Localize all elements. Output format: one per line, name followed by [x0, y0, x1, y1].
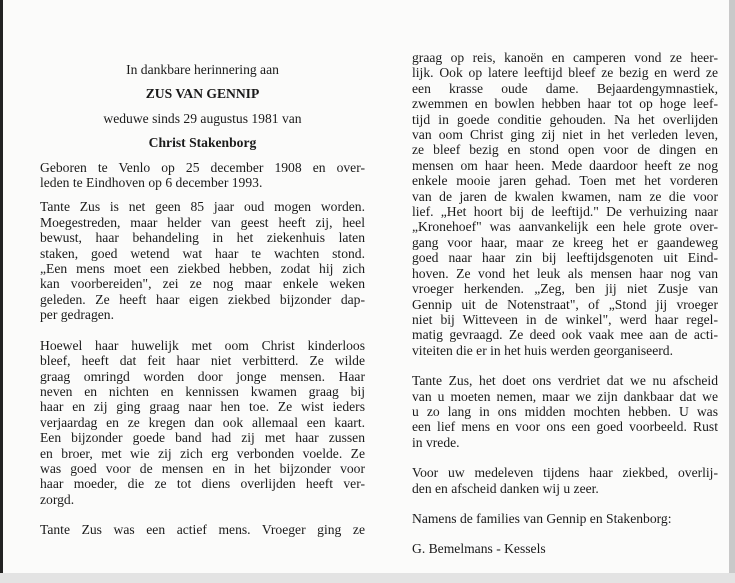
- text-line: viteiten die er in het huis werden georganiseerd.: [412, 342, 673, 358]
- left-column: [40, 62, 365, 538]
- text-line: Gennip uit de Notenstraat", of „Stond jij vroeger: [412, 296, 718, 312]
- text-line: in vrede.: [412, 434, 460, 450]
- signature-line: G. Bemelmans - Kessels: [412, 541, 546, 557]
- text-line: ze bleef bezig en stond open voor de dingen en: [412, 142, 718, 158]
- families-line: Namens de families van Gennip en Stakenborg:: [412, 510, 672, 526]
- text-line: van de jaren de kwalen kwamen, nam ze die voor: [412, 188, 718, 204]
- text-line: was goed voor de mensen en in het bijzonder voor: [40, 460, 365, 476]
- text-line: van oom Christ ging zij niet in het verleden leven,: [412, 127, 718, 143]
- text-line: haar en zij ging graag naar hen toe. Ze wist ieders: [40, 399, 365, 415]
- text-line: Een bijzonder goede band had zij met haar zussen: [40, 430, 365, 446]
- text-line: Tante Zus is net geen 85 jaar oud mogen worden.: [40, 199, 365, 215]
- text-line: hoven. Ze vond het leuk als mensen haar nog van: [412, 265, 718, 281]
- text-line: Voor uw medeleven tijdens haar ziekbed, overlij-: [412, 465, 718, 481]
- paragraph-farewell: [412, 373, 718, 450]
- text-line: zorgd.: [40, 491, 75, 507]
- text-line: zwemmen en bowlen hebben haar tot op hoge leef-: [412, 96, 718, 112]
- text-line: bleef, heeft dat feit haar niet verbitterd. Ze wilde: [40, 353, 365, 369]
- text-line: haar moeder, die ze tot diens overlijden heeft ver-: [40, 476, 365, 492]
- widow-line: weduwe sinds 29 augustus 1981 van: [103, 110, 302, 126]
- text-line: goed naar haar zin bij leeftijdsgenoten uit Eind-: [412, 250, 718, 266]
- text-line: niet bij Witteveen in de winkel", werd haar regel-: [412, 311, 718, 327]
- text-line: u zo lang in ons midden mochten hebben. U was: [412, 403, 718, 419]
- card-right-edge: [729, 0, 735, 583]
- text-line: tijd in goede conditie gehouden. Na het overlijden: [412, 111, 718, 127]
- text-line: per gedragen.: [40, 307, 114, 323]
- paragraph-family: [40, 338, 365, 507]
- text-line: Tante Zus, het doet ons verdriet dat we nu afscheid: [412, 373, 718, 389]
- text-line: gang voor haar, maar ze kreeg het er gaandeweg: [412, 234, 718, 250]
- deceased-name: ZUS VAN GENNIP: [145, 86, 260, 102]
- text-line: vroeger herkenden. „Zeg, ben jij niet Zusje van: [412, 281, 718, 297]
- text-line: staken, goed wetend wat haar te wachten stond.: [40, 245, 365, 261]
- text-line: leden te Eindhoven op 6 december 1993.: [40, 175, 263, 191]
- card-bottom-edge: [0, 573, 735, 583]
- paragraph-thanks: [412, 465, 718, 496]
- text-line: Geboren te Venlo op 25 december 1908 en over-: [40, 159, 365, 175]
- text-line: „Kronehoef" was aanvankelijk een hele grote over-: [412, 219, 718, 235]
- paragraph-active-start: [40, 522, 365, 537]
- text-line: graag omringd worden door jonge mensen. Haar: [40, 368, 365, 384]
- text-line: lijk. Ook op latere leeftijd bleef ze bezig en werd ze: [412, 65, 718, 81]
- text-line: kan voorbereiden", zei ze nog maar enkele weken: [40, 276, 365, 292]
- text-line: enkele mooie jaren gehad. Toen met het vorderen: [412, 173, 718, 189]
- intro-line: In dankbare herinnering aan: [126, 62, 279, 77]
- text-line: matig gevraagd. Ze deed ook vaak mee aan de acti-: [412, 327, 718, 343]
- text-line: bewust, haar behandeling in het ziekenhuis laten: [40, 230, 365, 246]
- text-line: Moegestreden, maar helder van geest heeft zij, heel: [40, 214, 365, 230]
- right-column: [412, 50, 718, 557]
- text-line: den en afscheid danken wij u zeer.: [412, 480, 599, 496]
- text-line: graag op reis, kanoën en camperen vond ze heer-: [412, 50, 718, 65]
- paragraph-active-life: [412, 50, 718, 358]
- text-line: geleden. Ze heeft haar eigen ziekbed bijzonder dap-: [40, 291, 365, 307]
- text-line: een krasse oude dame. Bejaardengymnastiek,: [412, 80, 718, 96]
- card-left-edge: [0, 0, 3, 583]
- text-line: lief. „Het hoort bij de leeftijd." De verhuizing naar: [412, 204, 718, 220]
- text-line: Tante Zus was een actief mens. Vroeger ging ze: [40, 522, 365, 538]
- text-line: en broer, met wie zij zich erg verbonden voelde. Ze: [40, 445, 365, 461]
- text-line: verjaardag en ze kregen dan ook allemaal een kaart.: [40, 414, 365, 430]
- text-line: mensen om haar heen. Mede daardoor heeft ze nog: [412, 157, 718, 173]
- text-line: neven en nichten en kennissen kwamen graag bij: [40, 383, 365, 399]
- birth-death-paragraph: [40, 160, 365, 191]
- paragraph-final-illness: [40, 199, 365, 322]
- text-line: van u moeten nemen, maar we zijn dankbaar dat we: [412, 388, 718, 404]
- text-line: een lief mens en voor ons een goed voorbeeld. Rust: [412, 419, 718, 435]
- text-line: Hoewel haar huwelijk met oom Christ kinderloos: [40, 337, 365, 353]
- spouse-name: Christ Stakenborg: [148, 135, 257, 151]
- text-line: „Een mens moet een ziekbed hebben, zodat hij zich: [40, 261, 365, 277]
